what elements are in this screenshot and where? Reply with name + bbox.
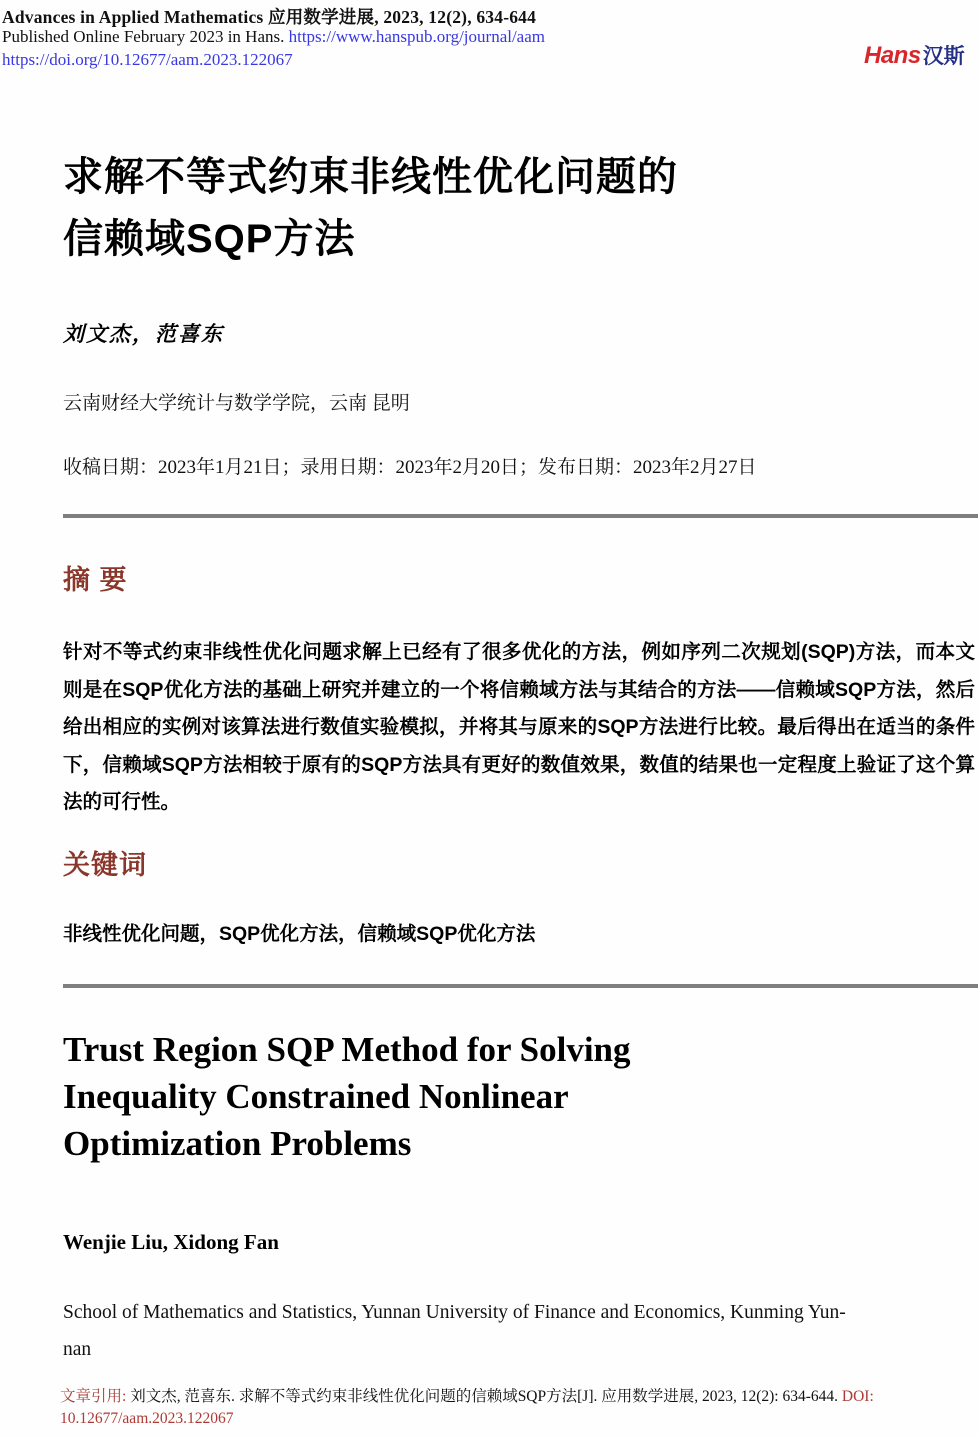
citation-footer — [60, 1386, 940, 1430]
article-title-en-line2: Inequality Constrained Nonlinear — [63, 1077, 569, 1116]
citation-doi[interactable]: DOI: 10.12677/aam.2023.122067 — [60, 1388, 874, 1427]
affiliation-en-line2: nan — [63, 1339, 92, 1360]
published-line — [2, 27, 862, 47]
published-prefix: Published Online February 2023 in Hans. — [2, 27, 289, 46]
article-title-en — [63, 1026, 963, 1167]
citation-label: 文章引用: — [60, 1388, 131, 1405]
horizontal-rule-top — [63, 514, 978, 518]
horizontal-rule-bottom — [63, 984, 978, 988]
keywords-text: 非线性优化问题，SQP优化方法，信赖域SQP优化方法 — [63, 923, 536, 945]
article-title-en-line1: Trust Region SQP Method for Solving — [63, 1030, 631, 1069]
doi-line — [2, 50, 862, 70]
affiliation-en-line1: School of Mathematics and Statistics, Yunnan University of Finance and Economics, Kunming Yun- — [63, 1302, 846, 1323]
dates-line: 收稿日期：2023年1月21日；录用日期：2023年2月20日；发布日期：2023年2月27日 — [63, 457, 757, 478]
article-title-en-line3: Optimization Problems — [63, 1124, 412, 1163]
citation-body: 刘文杰, 范喜东. 求解不等式约束非线性优化问题的信赖域SQP方法[J]. 应用数学进展, 2023, 12(2): 634-644. — [130, 1388, 842, 1405]
journal-url-link[interactable]: https://www.hanspub.org/journal/aam — [288, 27, 545, 46]
hans-logo-cjk-text: 汉斯 — [922, 45, 965, 68]
abstract-heading: 摘 要 — [63, 565, 128, 595]
journal-header-line: Advances in Applied Mathematics 应用数学进展, 2023, 12(2), 634-644 — [2, 7, 537, 27]
article-title-zh-line1: 求解不等式约束非线性优化问题的 — [63, 155, 678, 199]
abstract-text: 针对不等式约束非线性优化问题求解上已经有了很多优化的方法，例如序列二次规划(SQP)方法，而本文则是在SQP优化方法的基础上研究并建立的一个将信赖域方法与其结合的方法——信赖域SQP方法，然后给出相应的实例对该算法进行数值实验模拟，并将其与原来的SQP方法进行比较。最后得出在适当的条件下，信赖域SQP方法相较于原有的SQP方法具有更好的数值效果，数值的结果也一定程度上验证了这个算法的可行性。 — [63, 641, 975, 813]
doi-url-link[interactable]: https://doi.org/10.12677/aam.2023.122067 — [2, 50, 293, 69]
affiliation-zh: 云南财经大学统计与数学学院，云南 昆明 — [63, 393, 410, 414]
affiliation-en — [63, 1294, 975, 1368]
keywords-heading: 关键词 — [63, 850, 147, 880]
authors-en: Wenjie Liu, Xidong Fan — [63, 1230, 279, 1254]
hans-logo-latin-text: Hans — [864, 42, 921, 69]
authors-zh: 刘文杰，范喜东 — [63, 322, 224, 346]
article-title-zh — [63, 146, 963, 270]
article-title-zh-line2: 信赖域SQP方法 — [63, 217, 356, 261]
hans-logo — [864, 40, 965, 70]
